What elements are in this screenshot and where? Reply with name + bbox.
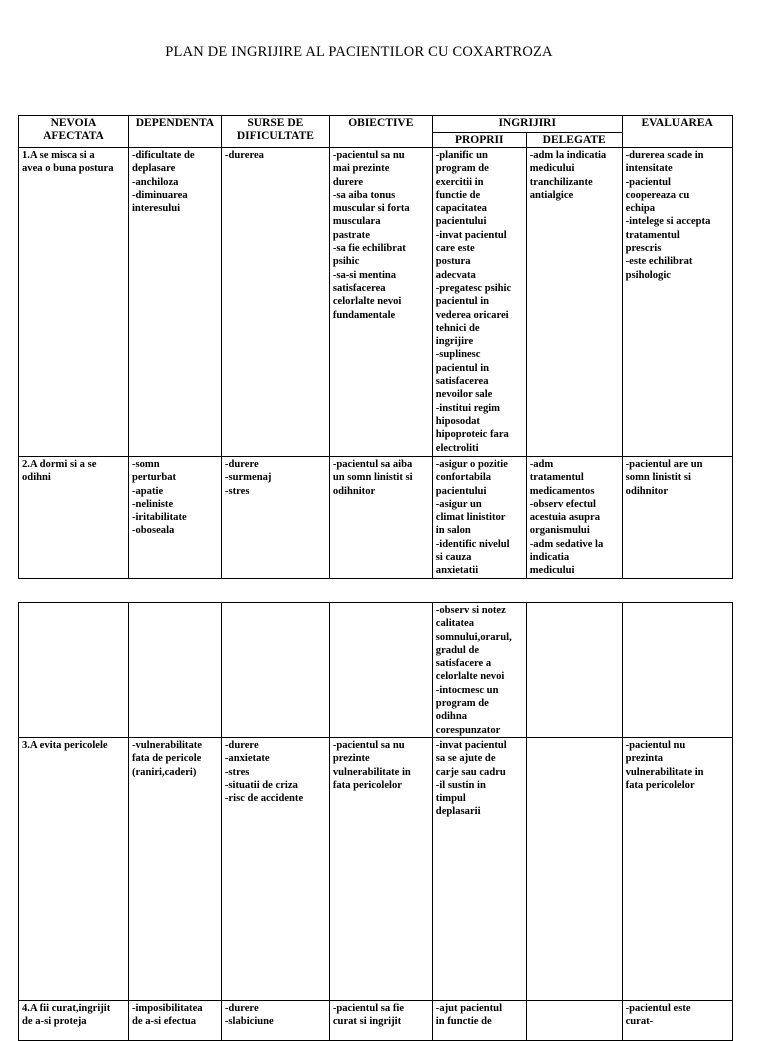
cell-line: deplasare <box>132 162 218 175</box>
cell-line: electroliti <box>436 442 523 455</box>
cell-line: medicului <box>530 162 619 175</box>
cell-line: -durere <box>225 1002 326 1015</box>
header-obiective: OBIECTIVE <box>329 116 432 148</box>
cell-evaluarea <box>622 1000 732 1040</box>
cell-delegate <box>526 457 622 579</box>
cell-line: coopereaza cu <box>626 189 729 202</box>
header-delegate: DELEGATE <box>526 133 622 148</box>
cell-line: vulnerabilitate in <box>333 766 429 779</box>
cell-line: avea o buna postura <box>22 162 125 175</box>
cell-line: -pacientul sa fie <box>333 1002 429 1015</box>
cell-line: -anchiloza <box>132 176 218 189</box>
blank-cell <box>732 737 768 1000</box>
cell-line: -pacientul este <box>626 1002 729 1015</box>
cell-line: AFECTATA <box>22 130 125 143</box>
cell-line: psihologic <box>626 269 729 282</box>
cell-dependenta <box>128 457 221 579</box>
cell-line: anxietatii <box>436 564 523 577</box>
cell-line: odihni <box>22 471 125 484</box>
cell-nevoia <box>19 737 129 1000</box>
cell-line: interesului <box>132 202 218 215</box>
cell-line: medicului <box>530 564 619 577</box>
cell-line: tratamentul <box>530 471 619 484</box>
cell-delegate <box>526 1000 622 1040</box>
cell-line: hiposodat <box>436 415 523 428</box>
cell-line: fata pericolelor <box>626 779 729 792</box>
cell-line: -suplinesc <box>436 348 523 361</box>
cell-line: durere <box>333 176 429 189</box>
header-surse <box>221 116 329 148</box>
cell-line: -asigur un <box>436 498 523 511</box>
cell-line: care este <box>436 242 523 255</box>
cell-obiective <box>329 148 432 457</box>
cell-line: intensitate <box>626 162 729 175</box>
cell-surse <box>221 603 329 738</box>
cell-line: deplasarii <box>436 805 523 818</box>
cell-line: -planific un <box>436 149 523 162</box>
cell-delegate <box>526 737 622 1000</box>
cell-line: -surmenaj <box>225 471 326 484</box>
cell-line: timpul <box>436 792 523 805</box>
cell-line: -durerea scade in <box>626 149 729 162</box>
cell-line: -sa-si mentina <box>333 269 429 282</box>
cell-line: carje sau cadru <box>436 766 523 779</box>
cell-line: hipoproteic fara <box>436 428 523 441</box>
table-row <box>19 603 768 738</box>
cell-evaluarea <box>622 603 732 738</box>
cell-line: -sa aiba tonus <box>333 189 429 202</box>
cell-line: prezinte <box>333 752 429 765</box>
cell-line: -intelege si accepta <box>626 215 729 228</box>
cell-proprii <box>432 603 526 738</box>
cell-delegate <box>526 148 622 457</box>
cell-obiective <box>329 737 432 1000</box>
cell-line: -institui regim <box>436 402 523 415</box>
header-proprii: PROPRII <box>432 133 526 148</box>
cell-line: -stres <box>225 766 326 779</box>
cell-line: satisfacere a <box>436 657 523 670</box>
cell-nevoia <box>19 603 129 738</box>
cell-line: -pacientul sa aiba <box>333 458 429 471</box>
header-ingrijiri: INGRIJIRI <box>432 116 622 133</box>
cell-line: muscular si forta <box>333 202 429 215</box>
cell-line: capacitatea <box>436 202 523 215</box>
cell-line: -apatie <box>132 485 218 498</box>
cell-line: -ajut pacientul <box>436 1002 523 1015</box>
cell-line: adecvata <box>436 269 523 282</box>
header-nevoia <box>19 116 129 148</box>
cell-line: curat- <box>626 1015 729 1028</box>
blank-cell <box>732 457 768 579</box>
cell-line: -asigur o pozitie <box>436 458 523 471</box>
cell-line: tehnici de <box>436 322 523 335</box>
cell-line: -adm sedative la <box>530 538 619 551</box>
cell-line: -stres <box>225 485 326 498</box>
cell-line: -pacientul sa nu <box>333 149 429 162</box>
cell-line: pastrate <box>333 229 429 242</box>
cell-line: un somn linistit si <box>333 471 429 484</box>
cell-line: climat linistitor <box>436 511 523 524</box>
cell-line: -sa fie echilibrat <box>333 242 429 255</box>
cell-line: -este echilibrat <box>626 255 729 268</box>
cell-line: -pacientul <box>626 176 729 189</box>
cell-line: DIFICULTATE <box>225 130 326 143</box>
cell-line: 2.A dormi si a se <box>22 458 125 471</box>
cell-line: in salon <box>436 524 523 537</box>
cell-line: -durere <box>225 739 326 752</box>
cell-line: acestuia asupra <box>530 511 619 524</box>
cell-nevoia <box>19 148 129 457</box>
cell-line: -dificultate de <box>132 149 218 162</box>
cell-line: -pacientul are un <box>626 458 729 471</box>
cell-nevoia <box>19 1000 129 1040</box>
table-row <box>19 457 768 579</box>
cell-line: -iritabilitate <box>132 511 218 524</box>
cell-line: psihic <box>333 255 429 268</box>
cell-line: sa se ajute de <box>436 752 523 765</box>
cell-proprii <box>432 148 526 457</box>
cell-line: -observ si notez <box>436 604 523 617</box>
cell-nevoia <box>19 457 129 579</box>
cell-line: gradul de <box>436 644 523 657</box>
cell-line: somn linistit si <box>626 471 729 484</box>
cell-surse <box>221 457 329 579</box>
cell-line: somnului,orarul, <box>436 631 523 644</box>
cell-surse <box>221 737 329 1000</box>
cell-line: antialgice <box>530 189 619 202</box>
cell-line: tratamentul <box>626 229 729 242</box>
cell-line: celorlalte nevoi <box>333 295 429 308</box>
cell-line: vederea oricarei <box>436 309 523 322</box>
cell-line: pacientului <box>436 485 523 498</box>
cell-line: -situatii de criza <box>225 779 326 792</box>
cell-line: curat si ingrijit <box>333 1015 429 1028</box>
cell-line: confortabila <box>436 471 523 484</box>
cell-proprii <box>432 457 526 579</box>
cell-line: fata pericolelor <box>333 779 429 792</box>
cell-dependenta <box>128 737 221 1000</box>
blank-cell <box>732 148 768 457</box>
cell-line: calitatea <box>436 617 523 630</box>
cell-line: perturbat <box>132 471 218 484</box>
cell-line: 1.A se misca si a <box>22 149 125 162</box>
cell-line: celorlalte nevoi <box>436 670 523 683</box>
cell-line: -adm <box>530 458 619 471</box>
cell-proprii <box>432 1000 526 1040</box>
cell-line: program de <box>436 162 523 175</box>
cell-line: 4.A fii curat,ingrijit <box>22 1002 125 1015</box>
cell-evaluarea <box>622 737 732 1000</box>
cell-line: fata de pericole <box>132 752 218 765</box>
cell-line: satisfacerea <box>436 375 523 388</box>
cell-line: exercitii in <box>436 176 523 189</box>
cell-line: mai prezinte <box>333 162 429 175</box>
cell-line: -neliniste <box>132 498 218 511</box>
cell-line: -somn <box>132 458 218 471</box>
cell-line: functie de <box>436 189 523 202</box>
cell-surse <box>221 1000 329 1040</box>
cell-line: -oboseala <box>132 524 218 537</box>
header-evaluarea: EVALUAREA <box>622 116 732 148</box>
cell-line: medicamentos <box>530 485 619 498</box>
cell-line: -pacientul sa nu <box>333 739 429 752</box>
blank-cell <box>732 1000 768 1040</box>
table-row <box>19 1000 768 1040</box>
cell-line: odihnitor <box>626 485 729 498</box>
cell-obiective <box>329 603 432 738</box>
cell-line: organismului <box>530 524 619 537</box>
header-dependenta: DEPENDENTA <box>128 116 221 148</box>
cell-line: postura <box>436 255 523 268</box>
cell-line: indicatia <box>530 551 619 564</box>
cell-line: -identific nivelul <box>436 538 523 551</box>
cell-line: -slabiciune <box>225 1015 326 1028</box>
cell-line: vulnerabilitate in <box>626 766 729 779</box>
cell-line: odihnitor <box>333 485 429 498</box>
cell-line: -imposibilitatea <box>132 1002 218 1015</box>
cell-line: ingrijire <box>436 335 523 348</box>
cell-evaluarea <box>622 148 732 457</box>
document-title: PLAN DE INGRIJIRE AL PACIENTILOR CU COXARTROZA <box>0 44 718 61</box>
cell-line: -pacientul nu <box>626 739 729 752</box>
cell-line: de a-si proteja <box>22 1015 125 1028</box>
blank-cell <box>732 603 768 738</box>
cell-line: -risc de accidente <box>225 792 326 805</box>
cell-line: odihna <box>436 710 523 723</box>
cell-line: si cauza <box>436 551 523 564</box>
cell-proprii <box>432 737 526 1000</box>
cell-line: -il sustin in <box>436 779 523 792</box>
cell-obiective <box>329 1000 432 1040</box>
cell-line: -durerea <box>225 149 326 162</box>
care-plan-table-page-1 <box>18 115 768 579</box>
cell-line: prescris <box>626 242 729 255</box>
table-row <box>19 148 768 457</box>
table-row <box>19 737 768 1000</box>
cell-line: satisfacerea <box>333 282 429 295</box>
cell-line: -observ efectul <box>530 498 619 511</box>
cell-line: -intocmesc un <box>436 684 523 697</box>
cell-line: nevoilor sale <box>436 388 523 401</box>
cell-dependenta <box>128 148 221 457</box>
cell-line: prezinta <box>626 752 729 765</box>
cell-line: echipa <box>626 202 729 215</box>
cell-line: -durere <box>225 458 326 471</box>
cell-dependenta <box>128 603 221 738</box>
cell-line: tranchilizante <box>530 176 619 189</box>
cell-line: pacientul in <box>436 295 523 308</box>
cell-line: -invat pacientul <box>436 739 523 752</box>
cell-line: 3.A evita pericolele <box>22 739 125 752</box>
cell-line: NEVOIA <box>22 117 125 130</box>
cell-dependenta <box>128 1000 221 1040</box>
cell-line: de a-si efectua <box>132 1015 218 1028</box>
cell-line: SURSE DE <box>225 117 326 130</box>
cell-line: program de <box>436 697 523 710</box>
cell-obiective <box>329 457 432 579</box>
cell-line: musculara <box>333 215 429 228</box>
cell-line: -diminuarea <box>132 189 218 202</box>
cell-line: -pregatesc psihic <box>436 282 523 295</box>
blank-cell <box>732 116 768 148</box>
cell-line: pacientului <box>436 215 523 228</box>
cell-line: corespunzator <box>436 724 523 737</box>
cell-evaluarea <box>622 457 732 579</box>
cell-line: (raniri,caderi) <box>132 766 218 779</box>
cell-line: -vulnerabilitate <box>132 739 218 752</box>
cell-line: -anxietate <box>225 752 326 765</box>
cell-line: -adm la indicatia <box>530 149 619 162</box>
cell-delegate <box>526 603 622 738</box>
cell-line: -invat pacientul <box>436 229 523 242</box>
care-plan-table-page-2 <box>18 602 768 1041</box>
cell-line: fundamentale <box>333 309 429 322</box>
cell-line: in functie de <box>436 1015 523 1028</box>
cell-line: pacientul in <box>436 362 523 375</box>
cell-surse <box>221 148 329 457</box>
